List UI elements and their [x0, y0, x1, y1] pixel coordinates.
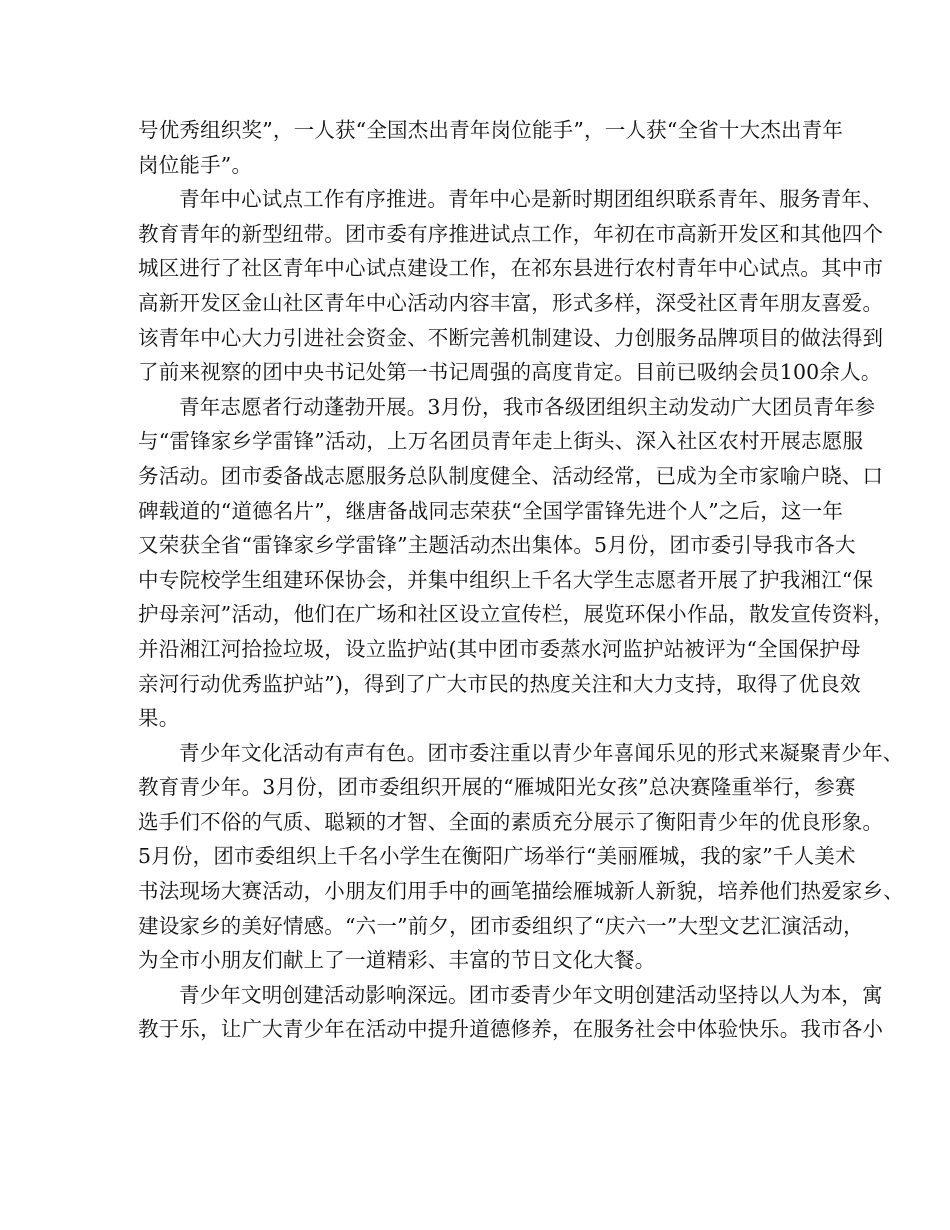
text-line: 青年中心试点工作有序推进。青年中心是新时期团组织联系青年、服务青年、	[179, 187, 883, 212]
text-line: 碑载道的“道德名片”，继唐备战同志荣获“全国学雷锋先进个人”之后，这一年	[138, 498, 844, 523]
paragraph-civilization-building	[138, 978, 884, 1047]
paragraph-volunteers	[138, 390, 894, 736]
text-line: 高新开发区金山社区青年中心活动内容丰富，形式多样，深受社区青年朋友喜爱。	[138, 290, 884, 315]
text-line: 建设家乡的美好情感。“六一”前夕，团市委组织了“庆六一”大型文艺汇演活动，	[138, 913, 864, 938]
text-line: 中专院校学生组建环保协会，并集中组织上千名大学生志愿者开展了护我湘江“保	[138, 567, 874, 592]
text-line: 书法现场大赛活动，小朋友们用手中的画笔描绘雁城新人新貌，培养他们热爱家乡、	[138, 879, 904, 904]
text-line: 护母亲河”活动，他们在广场和社区设立宣传栏，展览环保小作品，散发宣传资料，	[138, 602, 894, 627]
text-line: 青少年文明创建活动影响深远。团市委青少年文明创建活动坚持以人为本，寓	[179, 982, 883, 1007]
text-line: 为全市小朋友们献上了一道精彩、丰富的节日文化大餐。	[138, 948, 656, 973]
text-line: 城区进行了社区青年中心试点建设工作，在祁东县进行农村青年中心试点。其中市	[138, 256, 884, 281]
text-line: 亲河行动优秀监护站”)，得到了广大市民的热度关注和大力支持，取得了优良效	[138, 671, 861, 696]
document-body	[138, 113, 904, 1047]
text-line: 务活动。团市委备战志愿服务总队制度健全、活动经常，已成为全市家喻户晓、口	[138, 463, 884, 488]
paragraph-awards-continuation	[138, 113, 844, 182]
text-line: 果。	[138, 706, 180, 731]
text-line: 5月份，团市委组织上千名小学生在衡阳广场举行“美丽雁城，我的家”千人美术	[138, 844, 856, 869]
text-line: 又荣获全省“雷锋家乡学雷锋”主题活动杰出集体。5月份，团市委引导我市各大	[138, 533, 856, 558]
paragraph-youth-center	[138, 182, 884, 390]
text-line: 教于乐，让广大青少年在活动中提升道德修养，在服务社会中体验快乐。我市各小	[138, 1017, 884, 1042]
text-line: 该青年中心大力引进社会资金、不断完善机制建设、力创服务品牌项目的做法得到	[138, 325, 884, 350]
text-line: 与“雷锋家乡学雷锋”活动，上万名团员青年走上街头、深入社区农村开展志愿服	[138, 429, 864, 454]
text-line: 青少年文化活动有声有色。团市委注重以青少年喜闻乐见的形式来凝聚青少年、	[179, 740, 904, 765]
text-line: 了前来视察的团中央书记处第一书记周强的高度肯定。目前已吸纳会员100余人。	[138, 360, 882, 385]
text-line: 教育青年的新型纽带。团市委有序推进试点工作，年初在市高新开发区和其他四个	[138, 221, 884, 246]
paragraph-culture-activities	[138, 736, 904, 978]
text-line: 青年志愿者行动蓬勃开展。3月份，我市各级团组织主动发动广大团员青年参	[179, 394, 876, 419]
text-line: 并沿湘江河拾捡垃圾，设立监护站(其中团市委蒸水河监护站被评为“全国保护母	[138, 636, 861, 661]
text-line: 选手们不俗的气质、聪颖的才智、全面的素质充分展示了衡阳青少年的优良形象。	[138, 809, 884, 834]
text-line: 教育青少年。3月份，团市委组织开展的“雁城阳光女孩”总决赛隆重举行，参赛	[138, 775, 856, 800]
text-line: 岗位能手”。	[138, 152, 253, 177]
text-line: 号优秀组织奖”，一人获“全国杰出青年岗位能手”，一人获“全省十大杰出青年	[138, 118, 844, 142]
